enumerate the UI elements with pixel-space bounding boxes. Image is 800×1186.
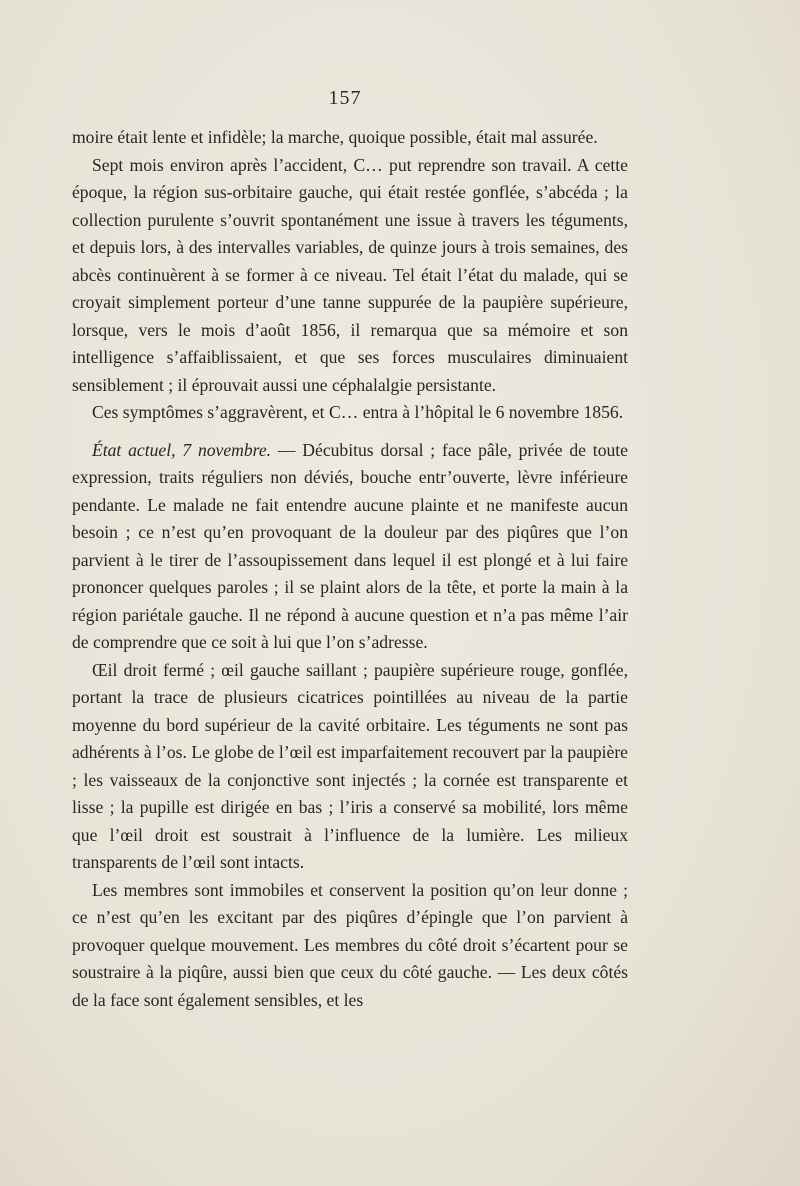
paragraph-recovery: Sept mois environ après l’accident, C… put reprendre son travail. A cette époque, la région sus-orbitaire gauche, qui était restée gonflée, s’abcéda ; la collection purulente s’ouvrit spontanément une issue à travers les téguments, et depuis lors, à des intervalles variables, de quinze jours à trois semaines, des abcès continuèrent à se former à ce niveau. Tel était l’état du malade, qui se croyait simplement porteur d’une tanne suppurée de la paupière supérieure, lorsque, vers le mois d’août 1856, il remarqua que sa mémoire et son intelligence s’affaiblissaient, et que ses forces musculaires diminuaient sensiblement ; il éprouvait aussi une céphalalgie persistante.	[72, 154, 628, 395]
paragraph-eye-exam: Œil droit fermé ; œil gauche saillant ; paupière supérieure rouge, gonflée, portant la trace de plusieurs cicatrices pointillées au niveau de la partie moyenne du bord supérieur de la cavité orbitaire. Les téguments ne sont pas adhérents à l’os. Le globe de l’œil est imparfaitement recouvert par la paupière ; les vaisseaux de la conjonctive sont injectés ; la cornée est transparente et lisse ; la pupille est dirigée en bas ; l’iris a conservé sa mobilité, lors même que l’œil droit est soustrait à l’influence de la lumière. Les milieux transparents de l’œil sont intacts.	[72, 659, 628, 872]
paragraph-admission: Ces symptômes s’aggravèrent, et C… entra à l’hôpital le 6 novembre 1856.	[92, 402, 624, 422]
paragraph-continuation: moire était lente et infidèle; la marche, quoique possible, était mal assurée.	[72, 127, 598, 147]
paragraph-current-state-text: — Décubitus dorsal ; face pâle, privée de toute expression, traits réguliers non déviés, bouche entr’ouverte, lèvre inférieure pendante. Le malade ne fait entendre aucune plainte et ne manifeste aucun besoin ; ce n’est qu’en provoquant de la douleur par des piqûres que l’on parvient à le tirer de l’assoupissement dans lequel il est plongé et à lui faire prononcer quelques paroles ; il se plaint alors de la tête, et porte la main à la région pariétale gauche. Il ne répond à aucune question et n’a pas même l’air de comprendre que ce soit à lui que l’on s’adresse.	[72, 439, 628, 652]
page-number: 157	[328, 87, 362, 109]
section-lead: État actuel, 7 novembre.	[92, 439, 272, 460]
body-text	[72, 124, 628, 1014]
paragraph-current-state	[72, 437, 628, 657]
paragraph-limbs: Les membres sont immobiles et conservent la position qu’on leur donne ; ce n’est qu’en les excitant par des piqûres d’épingle que l’on parvient à provoquer quelque mouvement. Les membres du côté droit s’écartent pour se soustraire à la piqûre, aussi bien que ceux du côté gauche. — Les deux côtés de la face sont également sensibles, et les	[72, 879, 628, 1010]
